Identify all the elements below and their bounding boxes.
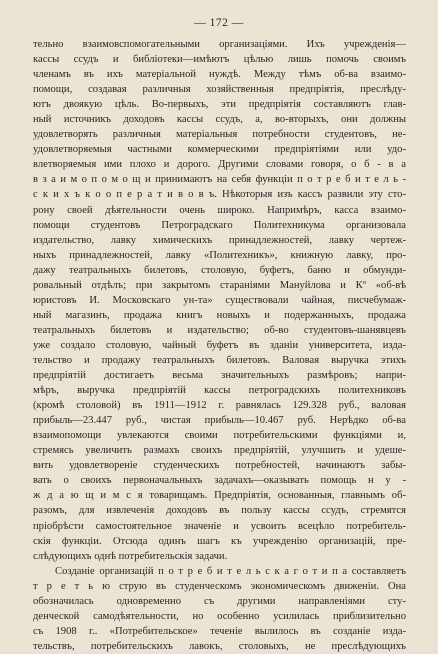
text-line: помощи, создавая различныя хозяйственныя предпріятія, преслѣду- bbox=[33, 84, 406, 96]
text-line: в з а и м о п о м о щ и принимаютъ на себя функціи п о т р е б и т е л ь - bbox=[33, 174, 406, 186]
text-line: удовлетворяемыя частными коммерческими предпріятіями или удо- bbox=[33, 144, 406, 156]
text-line: Созданіе организацій п о т р е б и т е л ь с к а г о т и п а составляетъ bbox=[55, 565, 406, 577]
text-line: помощи студентовъ Петроградскаго Политехникума организовала bbox=[33, 219, 406, 231]
text-line: театральныхъ билетовъ и издательство; об-во студентовъ-шанявцевъ bbox=[33, 324, 406, 336]
text-line: ровальный отдѣлъ; при закрытомъ стараніями Мануйлова и Кº «об-вѣ bbox=[33, 279, 406, 291]
body-text bbox=[33, 37, 406, 654]
text-line: членамъ въ ихъ матеріальной нуждѣ. Между тѣмъ об-ва взаимо- bbox=[33, 69, 406, 81]
text-line: вать о своихъ первоначальныхъ задачахъ—оказывать помощь н у - bbox=[33, 475, 406, 487]
text-line: обозначилась одновременно съ другими направленіями сту- bbox=[33, 595, 406, 607]
text-line: пріобрѣсти самостоятельное значеніе и усвоить всецѣло потребитель- bbox=[33, 520, 406, 532]
text-line: ный магазинъ, продажа книгъ новыхъ и подержанныхъ, продажа bbox=[33, 309, 406, 321]
text-line: дажу театральныхъ билетовъ, столовую, буфетъ, баню и обмунди- bbox=[33, 264, 406, 276]
text-line: ныхъ принадлежностей, лавку «Политехникъ», книжную лавку, про- bbox=[33, 249, 406, 261]
paragraph-2 bbox=[33, 564, 406, 654]
text-line: стремясь увеличить размахъ своихъ предпріятій, улучшить и удеше- bbox=[33, 445, 406, 457]
text-line: юристовъ И. Московскаго ун-та» существовали чайная, писчебумаж- bbox=[33, 294, 406, 306]
text-line: уже создало столовую, чайный буфетъ въ зданіи университета, изда- bbox=[33, 339, 406, 351]
text-line: ный источникъ доходовъ кассы ссудъ, а, во-вторыхъ, они должны bbox=[33, 114, 406, 126]
text-line: предпріятій достигаетъ весьма значительныхъ размѣровъ; напри- bbox=[33, 370, 406, 382]
text-line: мѣръ, выручка предпріятій кассы петроградскихъ политехниковъ bbox=[33, 385, 406, 397]
text-line: издательство, лавку химическихъ принадлежностей, лавку чертеж- bbox=[33, 234, 406, 246]
text-line: влетворяемыя ими плохо и дорого. Другими словами говоря, о б - в а bbox=[33, 159, 406, 171]
text-line: денческой самодѣятельности, но особенно усилилась приблизительно bbox=[33, 610, 406, 622]
text-line: ж д а ю щ и м с я товарищамъ. Предпріятія, основанныя, главнымъ об- bbox=[33, 490, 406, 502]
text-line: тельство и продажу театральныхъ билетовъ. Валовая выручка этихъ bbox=[33, 354, 406, 366]
paragraph-1 bbox=[33, 37, 406, 564]
text-line: тельно взаимовспомогательными организаціями. Ихъ учрежденія— bbox=[33, 39, 406, 50]
text-line: кассы ссудъ и библіотеки—имѣютъ цѣлью лишь помочь своимъ bbox=[33, 54, 406, 66]
text-line: взаимопомощи увлекаются своими потребительскими функціями и, bbox=[33, 430, 406, 442]
page-number: — 172 — bbox=[194, 17, 244, 29]
text-line: скія функціи. Отсюда одинъ шагъ къ учрежденію организацій, пре- bbox=[33, 535, 406, 547]
text-line: ютъ двоякую цѣль. Во-первыхъ, эти предпріятія составляютъ глав- bbox=[33, 99, 406, 111]
text-line: слѣдующихъ однѣ потребительскія задачи. bbox=[33, 550, 228, 562]
text-line: тельствъ, потребительскихъ лавокъ, столовыхъ, не преслѣдующихъ bbox=[33, 640, 406, 652]
text-line: съ 1908 г.. «Потребительское» теченіе вылилось въ созданіе изда- bbox=[33, 625, 406, 637]
text-line: т р е т ь ю струю въ студенческомъ экономическомъ движеніи. Она bbox=[33, 580, 406, 592]
text-line: вить удовлетвореніе студенческихъ потребностей, начинаютъ забы- bbox=[33, 460, 406, 472]
text-line: удовлетворять различныя матеріальныя потребности студентовъ, не- bbox=[33, 129, 406, 141]
text-line: рону своей дѣятельности очень широко. Напримѣръ, касса взаимо- bbox=[33, 204, 406, 216]
text-line: с к и х ъ к о о п е р а т и в о в ъ. Нѣкоторыя изъ кассъ развили эту сто- bbox=[33, 189, 406, 201]
text-line: прибыль—23.447 руб., чистая прибыль—10.467 руб. Нерѣдко об-ва bbox=[33, 415, 406, 427]
text-line: разомъ, для извлеченія доходовъ въ пользу кассы ссудъ, стремятся bbox=[33, 505, 406, 517]
text-line: (кромѣ столовой) въ 1911—1912 г. равнялась 129.328 руб., валовая bbox=[33, 400, 406, 412]
